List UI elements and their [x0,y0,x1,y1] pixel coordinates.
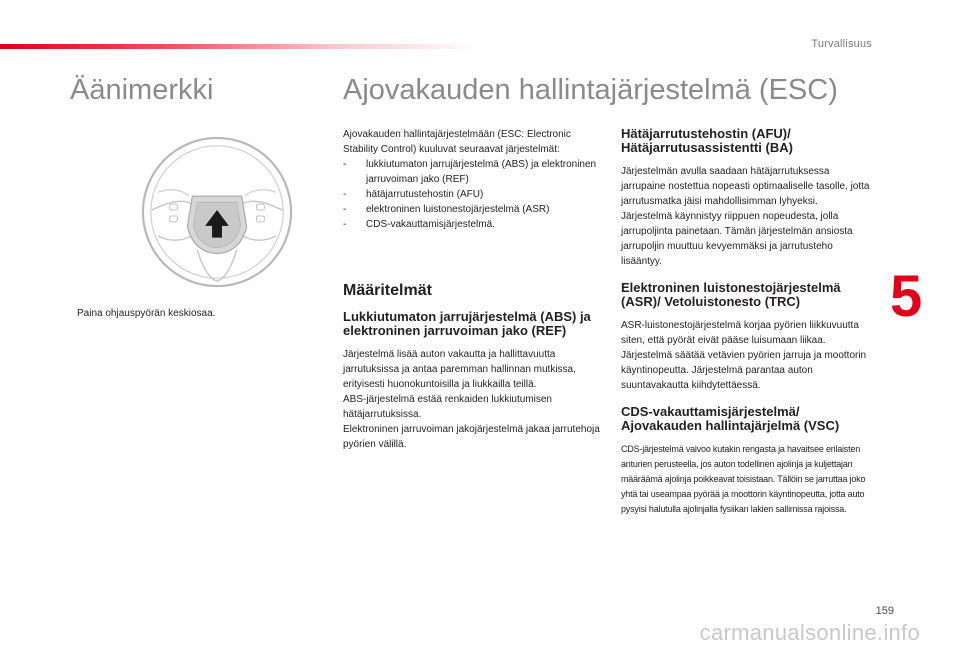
watermark: carmanualsonline.info [699,620,920,645]
header-accent-bar [0,44,480,49]
section-name: Turvallisuus [811,38,872,50]
abs-paragraph: Elektroninen jarruvoiman jakojärjestelmä jakaa jarrutehoja pyörien välillä. [343,423,600,450]
horn-instruction [70,307,310,320]
list-item: - CDS-vakauttamisjärjestelmä. [343,217,601,232]
cds-paragraph: CDS-järjestelmä valvoo kutakin rengasta ja havaitsee erilaisten anturien perusteella, jos auton todellinen ajolinja ja kuljettajan määräämä ajolinja poikkeavat toisistaan. Tällöin se jarruttaa joko yhtä tai useampaa pyörää ja moottorin käyntinopeutta, jotta auto pysyisi halutulla ajolinjalla fysiikan lakien sallimissa rajoissa. [621,444,866,514]
abs-heading: Lukkiutumaton jarrujärjestelmä (ABS) ja elektroninen jarruvoiman jako (REF) [343,308,591,338]
asr-heading: Elektroninen luistonestojärjestelmä (ASR)/ Vetoluistonesto (TRC) [621,280,841,309]
list-item: - hätäjarrutustehostin (AFU) [343,187,601,202]
list-item: - elektroninen luistonestojärjestelmä (ASR) [343,202,601,217]
esc-system-list [343,157,601,232]
asr-paragraph: ASR-luistonestojärjestelmä korjaa pyörien liikkuvuutta siten, että pyörät eivät pääse luisumaan liikaa. Järjestelmä säätää vetävien pyörien jarruja ja moottorin käyntinopeutta. Järjestelmä parantaa auton suuntavakautta kiihdytettäessä. [621,320,867,391]
afu-paragraph: Järjestelmä käynnistyy riippuen nopeudesta, jolla jarrupoljinta painetaan. Tämän järjestelmän ansiosta jarrupoljin muuttuu kevyemmäksi ja jarrutusteho lisääntyy. [621,211,853,267]
cds-body [621,442,873,517]
afu-body [621,164,873,269]
right-column [621,127,873,517]
steering-wheel-icon [138,133,296,291]
cds-heading: CDS-vakauttamisjärjestelmä/ Ajovakauden hallintajärjelmä (VSC) [621,404,840,433]
esc-intro [343,127,601,232]
abs-paragraph: ABS-järjestelmä estää renkaiden lukkiutumisen hätäjarrutuksissa. [343,393,552,420]
esc-title: Ajovakauden hallintajärjestelmä (ESC) [343,74,838,106]
afu-heading: Hätäjarrutustehostin (AFU)/ Hätäjarrutusassistentti (BA) [621,126,793,155]
abs-body [343,347,601,452]
list-item: - lukkiutumaton jarrujärjestelmä (ABS) ja elektroninen jarruvoiman jako (REF) [343,157,601,187]
horn-instruction-text: Paina ohjauspyörän keskiosaa. [77,308,216,319]
chapter-number: 5 [890,264,923,329]
page-number: 159 [875,605,894,617]
abs-paragraph: Järjestelmä lisää auton vakautta ja hallittavuutta jarrutuksissa ja antaa paremman hallinnan mutkissa, erityisesti huonokuntoisilla ja liukkailla teillä. [343,348,576,390]
esc-intro-text: Ajovakauden hallintajärjestelmään (ESC: Electronic Stability Control) kuuluvat seuraavat järjestelmät: [343,129,571,155]
definitions-title: Määritelmät [343,282,432,299]
asr-body [621,318,873,393]
middle-column [343,127,601,452]
horn-title: Äänimerkki [70,74,214,106]
afu-paragraph: Järjestelmän avulla saadaan hätäjarrutuksessa jarrupaine nostettua nopeasti optimaaliselle tasolle, jotta jarrutusmatka jäisi mahdollisimman lyhyeksi. [621,166,870,207]
